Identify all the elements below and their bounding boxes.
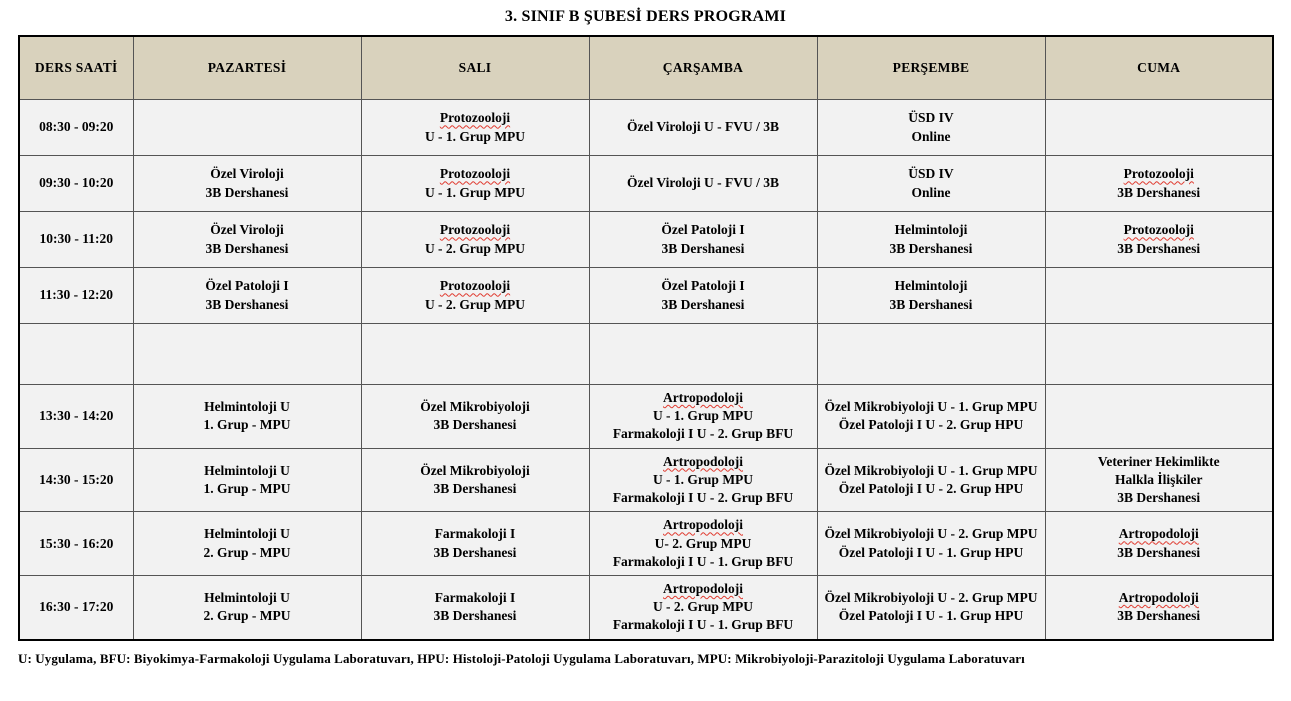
- time-slot-label: 11:30 - 12:20: [19, 268, 133, 324]
- course-line: 3B Dershanesi: [433, 480, 517, 496]
- schedule-cell: [1045, 156, 1273, 212]
- schedule-cell: [133, 100, 361, 156]
- table-row: [19, 512, 1273, 576]
- time-slot-label: 10:30 - 11:20: [19, 212, 133, 268]
- schedule-cell: [133, 448, 361, 512]
- schedule-cell: [361, 385, 589, 449]
- schedule-cell: [589, 324, 817, 385]
- schedule-cell: [1045, 100, 1273, 156]
- course-line: Protozooloji U - 2. Grup MPU: [365, 277, 586, 313]
- course-line: Özel Mikrobiyoloji U - 1. Grup MPU: [824, 399, 1038, 415]
- table-header: [19, 36, 1273, 100]
- abbreviations-footnote: U: Uygulama, BFU: Biyokimya-Farmakoloji Uygulama Laboratuvarı, HPU: Histoloji-Patoloji Uygulama Laboratuvarı, MPU: Mikrobiyoloji-Parazitoloji Uygulama Laboratuvarı: [18, 650, 1025, 666]
- course-line: Halkla İlişkiler: [1115, 471, 1203, 487]
- course-line: Özel Patoloji I: [205, 278, 289, 294]
- course-line: Özel Mikrobiyoloji U - 2. Grup MPU: [824, 526, 1038, 542]
- course-entry: [593, 389, 814, 444]
- table-row: [19, 100, 1273, 156]
- schedule-cell: [361, 575, 589, 639]
- schedule-cell: [1045, 385, 1273, 449]
- schedule-cell: [817, 324, 1045, 385]
- schedule-cell: [817, 100, 1045, 156]
- schedule-cell: [1045, 448, 1273, 512]
- course-entry: [821, 109, 1042, 145]
- time-slot-label: 13:30 - 14:20: [19, 385, 133, 449]
- course-entry: [137, 165, 358, 201]
- course-entry: [821, 462, 1042, 498]
- column-header-tuesday: SALI: [361, 36, 589, 100]
- course-entry: [593, 277, 814, 313]
- course-line: ÜSD IV: [908, 166, 954, 182]
- course-line: ÜSD IV: [908, 110, 954, 126]
- course-line: Farmakoloji I U - 1. Grup BFU: [612, 553, 794, 569]
- schedule-cell: [1045, 268, 1273, 324]
- spellcheck-word: Artropodoloji: [663, 580, 743, 596]
- course-line: 3B Dershanesi: [205, 184, 289, 200]
- schedule-cell: [361, 448, 589, 512]
- spellcheck-word: Protozooloji: [1123, 222, 1194, 238]
- spellcheck-word: Protozooloji: [439, 278, 511, 294]
- spellcheck-word: Protozooloji: [1123, 166, 1194, 182]
- schedule-cell: [589, 100, 817, 156]
- course-entry: [1049, 525, 1270, 561]
- course-line: Farmakoloji I U - 1. Grup BFU: [612, 617, 794, 633]
- course-line: 3B Dershanesi: [433, 608, 517, 624]
- schedule-cell: [133, 156, 361, 212]
- course-line: Özel Patoloji I U - 2. Grup HPU: [838, 480, 1024, 496]
- course-line: Özel Viroloji U - FVU / 3B: [627, 175, 779, 191]
- course-entry: [1049, 165, 1270, 201]
- course-line: Artropodoloji U - 1. Grup MPU: [593, 389, 814, 425]
- schedule-cell: [133, 268, 361, 324]
- course-line: Online: [911, 184, 951, 200]
- course-line: Özel Patoloji I U - 2. Grup HPU: [838, 417, 1024, 433]
- header-row: [19, 36, 1273, 100]
- course-entry: [821, 589, 1042, 625]
- schedule-cell: [817, 448, 1045, 512]
- course-line: 3B Dershanesi: [1117, 608, 1201, 624]
- schedule-cell: [1045, 212, 1273, 268]
- schedule-cell: [133, 512, 361, 576]
- column-header-monday: PAZARTESİ: [133, 36, 361, 100]
- schedule-cell: [133, 575, 361, 639]
- schedule-cell: [589, 575, 817, 639]
- schedule-cell: [133, 324, 361, 385]
- course-entry: [365, 221, 586, 257]
- time-slot-label: 08:30 - 09:20: [19, 100, 133, 156]
- course-line: Artropodoloji U - 1. Grup MPU: [593, 453, 814, 489]
- course-entry: [1049, 453, 1270, 508]
- course-line: Helmintoloji U: [204, 399, 290, 415]
- course-line: Özel Patoloji I U - 1. Grup HPU: [838, 608, 1024, 624]
- schedule-cell: [361, 268, 589, 324]
- course-entry: [365, 398, 586, 434]
- course-line: 3B Dershanesi: [1117, 490, 1201, 506]
- course-line: 2. Grup - MPU: [203, 608, 291, 624]
- course-entry: [821, 525, 1042, 561]
- course-line: 2. Grup - MPU: [203, 544, 291, 560]
- table-row: [19, 324, 1273, 385]
- schedule-cell: [1045, 512, 1273, 576]
- course-entry: [593, 453, 814, 508]
- course-line: 3B Dershanesi: [205, 240, 289, 256]
- schedule-cell: [589, 512, 817, 576]
- table-row: [19, 268, 1273, 324]
- table-row: [19, 212, 1273, 268]
- course-line: 3B Dershanesi: [205, 296, 289, 312]
- course-line: Özel Mikrobiyoloji: [420, 462, 530, 478]
- schedule-cell: [817, 512, 1045, 576]
- spellcheck-word: Protozooloji: [439, 222, 511, 238]
- course-line: Protozooloji U - 1. Grup MPU: [365, 109, 586, 145]
- course-line: Helmintoloji: [894, 222, 968, 238]
- table-row: [19, 385, 1273, 449]
- course-entry: [365, 525, 586, 561]
- schedule-cell: [361, 156, 589, 212]
- course-entry: [1049, 221, 1270, 257]
- spellcheck-word: Artropodoloji: [663, 517, 743, 533]
- schedule-cell: [361, 512, 589, 576]
- schedule-cell: [817, 268, 1045, 324]
- course-line: Farmakoloji I U - 2. Grup BFU: [612, 426, 794, 442]
- course-line: Özel Mikrobiyoloji U - 1. Grup MPU: [824, 462, 1038, 478]
- course-line: Helmintoloji: [894, 278, 968, 294]
- course-entry: [137, 462, 358, 498]
- course-line: Veteriner Hekimlikte: [1097, 453, 1220, 469]
- course-entry: [593, 516, 814, 571]
- page-title: 3. SINIF B ŞUBESİ DERS PROGRAMI: [504, 8, 787, 25]
- course-entry: [137, 525, 358, 561]
- course-line: [1049, 165, 1270, 183]
- course-entry: [593, 221, 814, 257]
- course-line: Özel Mikrobiyoloji: [420, 399, 530, 415]
- course-line: 3B Dershanesi: [661, 296, 745, 312]
- course-line: Protozooloji U - 1. Grup MPU: [365, 165, 586, 201]
- course-entry: [593, 174, 814, 192]
- course-entry: [365, 109, 586, 145]
- schedule-cell: [817, 212, 1045, 268]
- spellcheck-word: Artropodoloji: [1118, 590, 1199, 606]
- time-slot-label: 14:30 - 15:20: [19, 448, 133, 512]
- time-slot-label: 15:30 - 16:20: [19, 512, 133, 576]
- time-slot-label: [19, 324, 133, 385]
- schedule-cell: [589, 385, 817, 449]
- schedule-cell: [817, 385, 1045, 449]
- course-line: 3B Dershanesi: [433, 417, 517, 433]
- course-line: 1. Grup - MPU: [203, 417, 291, 433]
- course-line: Online: [911, 128, 951, 144]
- course-line: 1. Grup - MPU: [203, 480, 291, 496]
- schedule-table: [18, 35, 1274, 641]
- time-slot-label: 09:30 - 10:20: [19, 156, 133, 212]
- course-entry: [593, 580, 814, 635]
- course-line: 3B Dershanesi: [1117, 240, 1201, 256]
- schedule-cell: [817, 156, 1045, 212]
- course-line: Özel Viroloji: [210, 166, 284, 182]
- course-entry: [1049, 589, 1270, 625]
- course-entry: [137, 589, 358, 625]
- course-line: Farmakoloji I: [434, 590, 516, 606]
- course-line: Artropodoloji U - 2. Grup MPU: [593, 580, 814, 616]
- course-line: Özel Patoloji I U - 1. Grup HPU: [838, 544, 1024, 560]
- course-line: Özel Viroloji U - FVU / 3B: [627, 119, 779, 135]
- course-entry: [365, 589, 586, 625]
- spellcheck-word: Artropodoloji: [663, 453, 743, 469]
- schedule-cell: [361, 100, 589, 156]
- table-row: [19, 575, 1273, 639]
- schedule-cell: [589, 212, 817, 268]
- course-entry: [365, 462, 586, 498]
- course-entry: [821, 398, 1042, 434]
- course-line: Helmintoloji U: [204, 590, 290, 606]
- course-line: Özel Viroloji: [210, 222, 284, 238]
- spellcheck-word: Artropodoloji: [1118, 526, 1199, 542]
- schedule-table-wrapper: [0, 35, 1291, 641]
- course-line: 3B Dershanesi: [889, 296, 973, 312]
- course-line: Farmakoloji I: [434, 526, 516, 542]
- course-line: Özel Patoloji I: [661, 278, 745, 294]
- course-line: [1049, 525, 1270, 543]
- course-line: Özel Patoloji I: [661, 222, 745, 238]
- spellcheck-word: Protozooloji: [439, 110, 511, 126]
- course-entry: [821, 165, 1042, 201]
- schedule-cell: [361, 324, 589, 385]
- spellcheck-word: Protozooloji: [439, 166, 511, 182]
- course-line: 3B Dershanesi: [1117, 544, 1201, 560]
- course-line: Protozooloji U - 2. Grup MPU: [365, 221, 586, 257]
- course-line: [1049, 589, 1270, 607]
- schedule-cell: [133, 212, 361, 268]
- column-header-wednesday: ÇARŞAMBA: [589, 36, 817, 100]
- course-entry: [593, 118, 814, 136]
- schedule-cell: [589, 268, 817, 324]
- course-line: Helmintoloji U: [204, 462, 290, 478]
- course-line: [1049, 221, 1270, 239]
- course-entry: [137, 221, 358, 257]
- course-entry: [821, 277, 1042, 313]
- course-line: Farmakoloji I U - 2. Grup BFU: [612, 490, 794, 506]
- course-entry: [137, 398, 358, 434]
- course-entry: [137, 277, 358, 313]
- course-line: 3B Dershanesi: [661, 240, 745, 256]
- course-entry: [365, 165, 586, 201]
- course-line: 3B Dershanesi: [433, 544, 517, 560]
- column-header-time: DERS SAATİ: [19, 36, 133, 100]
- course-line: Helmintoloji U: [204, 526, 290, 542]
- schedule-cell: [1045, 575, 1273, 639]
- course-entry: [821, 221, 1042, 257]
- table-body: [19, 100, 1273, 640]
- table-row: [19, 156, 1273, 212]
- course-entry: [365, 277, 586, 313]
- schedule-cell: [589, 156, 817, 212]
- course-line: 3B Dershanesi: [889, 240, 973, 256]
- time-slot-label: 16:30 - 17:20: [19, 575, 133, 639]
- course-line: 3B Dershanesi: [1117, 184, 1201, 200]
- column-header-friday: CUMA: [1045, 36, 1273, 100]
- schedule-cell: [133, 385, 361, 449]
- column-header-thursday: PERŞEMBE: [817, 36, 1045, 100]
- course-line: Artropodoloji U- 2. Grup MPU: [593, 516, 814, 552]
- table-row: [19, 448, 1273, 512]
- schedule-cell: [817, 575, 1045, 639]
- course-line: Özel Mikrobiyoloji U - 2. Grup MPU: [824, 590, 1038, 606]
- schedule-cell: [1045, 324, 1273, 385]
- schedule-cell: [589, 448, 817, 512]
- schedule-cell: [361, 212, 589, 268]
- spellcheck-word: Artropodoloji: [663, 390, 743, 405]
